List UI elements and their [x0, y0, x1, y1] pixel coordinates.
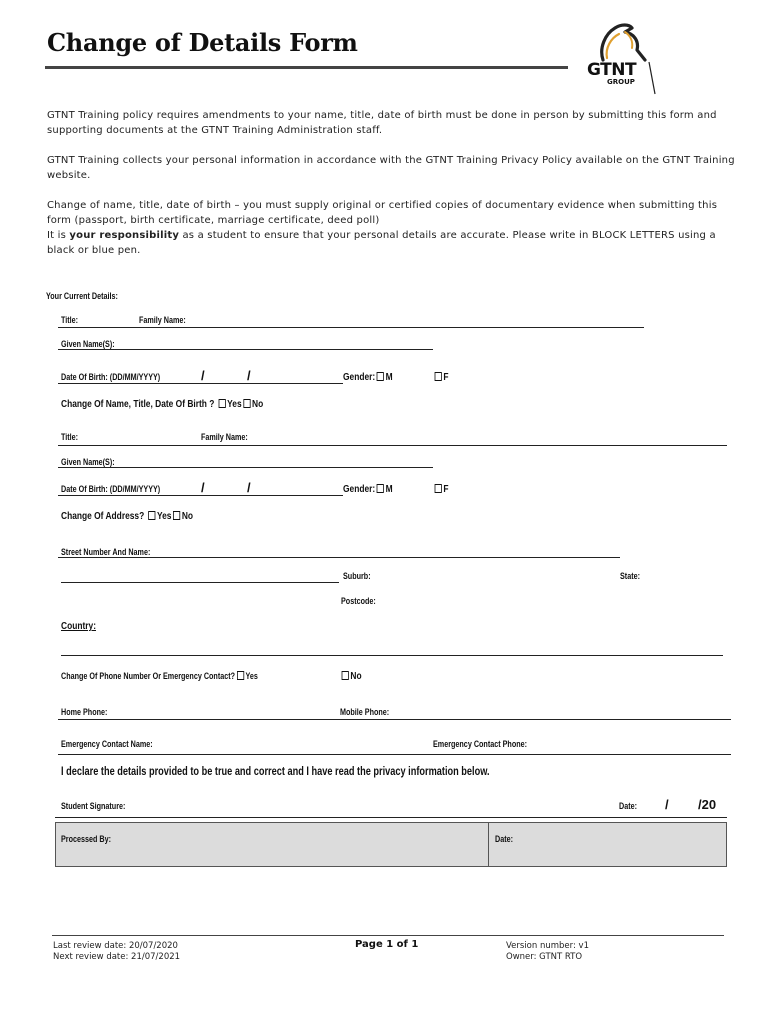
document-owner: Owner: GTNT RTO	[506, 952, 583, 962]
family-name-label: Family Name:	[139, 315, 186, 325]
new-gender-m-checkbox[interactable]	[377, 484, 384, 493]
mobile-phone-label: Mobile Phone:	[340, 707, 390, 717]
page-title: Change of Details Form	[47, 28, 358, 57]
new-given-names-field[interactable]	[58, 467, 433, 468]
signature-date-slash: /	[665, 797, 669, 812]
intro-p4-post: as a student to ensure that your personal details are accurate. Please write in BLOCK LETTERS using a black or blue pen.	[47, 230, 716, 256]
version-number: Version number: v1	[506, 941, 589, 951]
given-names-label: Given Name(S):	[61, 339, 115, 349]
change-phone-yes-label: Yes	[245, 671, 258, 681]
change-phone-yes-checkbox[interactable]	[237, 671, 244, 680]
home-phone-label: Home Phone:	[61, 707, 108, 717]
suburb-label: Suburb:	[343, 571, 371, 581]
new-dob-label: Date Of Birth: (DD/MM/YYYY)	[61, 484, 161, 494]
change-address-question	[61, 510, 193, 522]
logo-text: GTNT	[587, 60, 637, 80]
change-name-label: Change Of Name, Title, Date Of Birth ?	[61, 398, 215, 410]
postcode-label: Postcode:	[341, 596, 376, 606]
change-phone-question	[61, 671, 258, 681]
change-address-no-checkbox[interactable]	[173, 511, 180, 520]
change-name-yes-checkbox[interactable]	[218, 399, 225, 408]
signature-field-line[interactable]	[55, 817, 727, 818]
logo-subtext: GROUP	[607, 78, 635, 86]
footer-rule	[52, 935, 724, 936]
signature-date-year: /20	[698, 797, 717, 812]
processed-by-label: Processed By:	[61, 834, 112, 844]
country-label: Country:	[61, 620, 96, 632]
page-number: Page 1 of 1	[355, 939, 419, 950]
footer-version	[506, 941, 589, 963]
declaration-text: I declare the details provided to be true and correct and I have read the privacy information below.	[61, 766, 490, 778]
new-gender-m-label: M	[385, 483, 393, 495]
new-dob-field[interactable]	[58, 495, 343, 496]
change-name-yes-label: Yes	[227, 398, 242, 410]
new-gender-group	[343, 483, 393, 495]
given-names-field[interactable]	[58, 349, 433, 350]
footer-review-dates	[53, 941, 180, 963]
new-title-family-name-field[interactable]	[58, 445, 727, 446]
country-field[interactable]	[61, 655, 723, 656]
change-phone-no-checkbox[interactable]	[342, 671, 349, 680]
new-gender-f-label: F	[443, 483, 449, 495]
change-address-label: Change Of Address?	[61, 510, 145, 522]
new-title-label: Title:	[61, 432, 79, 442]
change-name-question	[61, 398, 263, 410]
dob-slash-2: /	[247, 368, 251, 383]
change-phone-no-group	[340, 670, 362, 682]
change-phone-label: Change Of Phone Number Or Emergency Contact?	[61, 671, 236, 681]
signature-date-label: Date:	[619, 801, 638, 811]
emergency-name-label: Emergency Contact Name:	[61, 739, 153, 749]
new-family-name-label: Family Name:	[201, 432, 248, 442]
dob-label: Date Of Birth: (DD/MM/YYYY)	[61, 372, 161, 382]
gender-group	[343, 371, 393, 383]
street-line-2-field[interactable]	[61, 582, 339, 583]
new-dob-slash-2: /	[247, 480, 251, 495]
intro-paragraph-2: GTNT Training collects your personal information in accordance with the GTNT Training Privacy Policy available on the GTNT Training website.	[47, 155, 735, 181]
gender-m-checkbox[interactable]	[377, 372, 384, 381]
new-given-names-label: Given Name(S):	[61, 457, 115, 467]
office-date-label: Date:	[495, 834, 514, 844]
gender-label: Gender:	[343, 371, 376, 383]
change-name-no-checkbox[interactable]	[243, 399, 250, 408]
state-label: State:	[620, 571, 641, 581]
dob-field[interactable]	[58, 383, 343, 384]
office-use-divider	[488, 822, 489, 867]
title-family-name-field[interactable]	[58, 327, 644, 328]
intro-paragraph-3: Change of name, title, date of birth – you must supply original or certified copies of documentary evidence when submitting this form (passport, birth certificate, marriage certificate, deed poll)	[47, 200, 718, 226]
emergency-phone-label: Emergency Contact Phone:	[433, 739, 528, 749]
new-gender-f-group	[433, 483, 449, 495]
change-address-yes-checkbox[interactable]	[148, 511, 155, 520]
student-signature-label: Student Signature:	[61, 801, 126, 811]
gtnt-logo	[585, 20, 665, 96]
next-review-date: Next review date: 21/07/2021	[53, 952, 181, 962]
change-phone-no-label: No	[350, 670, 362, 682]
title-rule	[45, 66, 568, 69]
intro-p4-bold: your responsibility	[69, 230, 180, 241]
gender-f-label: F	[443, 371, 449, 383]
office-use-box	[55, 822, 727, 867]
change-name-no-label: No	[252, 398, 264, 410]
gender-f-group	[433, 371, 449, 383]
title-label: Title:	[61, 315, 79, 325]
phone-field-line[interactable]	[58, 719, 731, 720]
street-field[interactable]	[58, 557, 620, 558]
change-address-yes-label: Yes	[156, 510, 172, 522]
current-details-heading: Your Current Details:	[46, 291, 118, 301]
emergency-field-line[interactable]	[58, 754, 731, 755]
dob-slash-1: /	[201, 368, 205, 383]
intro-paragraph-4	[47, 228, 737, 258]
new-dob-slash-1: /	[201, 480, 205, 495]
gender-f-checkbox[interactable]	[435, 372, 442, 381]
intro-paragraph-1: GTNT Training policy requires amendments to your name, title, date of birth must be done in person by submitting this form and supporting documents at the GTNT Training Administration staff.	[47, 110, 717, 136]
change-address-no-label: No	[181, 510, 194, 522]
intro-p4-pre: It is	[47, 230, 70, 241]
new-gender-f-checkbox[interactable]	[435, 484, 442, 493]
gender-m-label: M	[385, 371, 393, 383]
street-label: Street Number And Name:	[61, 547, 151, 557]
last-review-date: Last review date: 20/07/2020	[53, 941, 178, 951]
new-gender-label: Gender:	[343, 483, 376, 495]
